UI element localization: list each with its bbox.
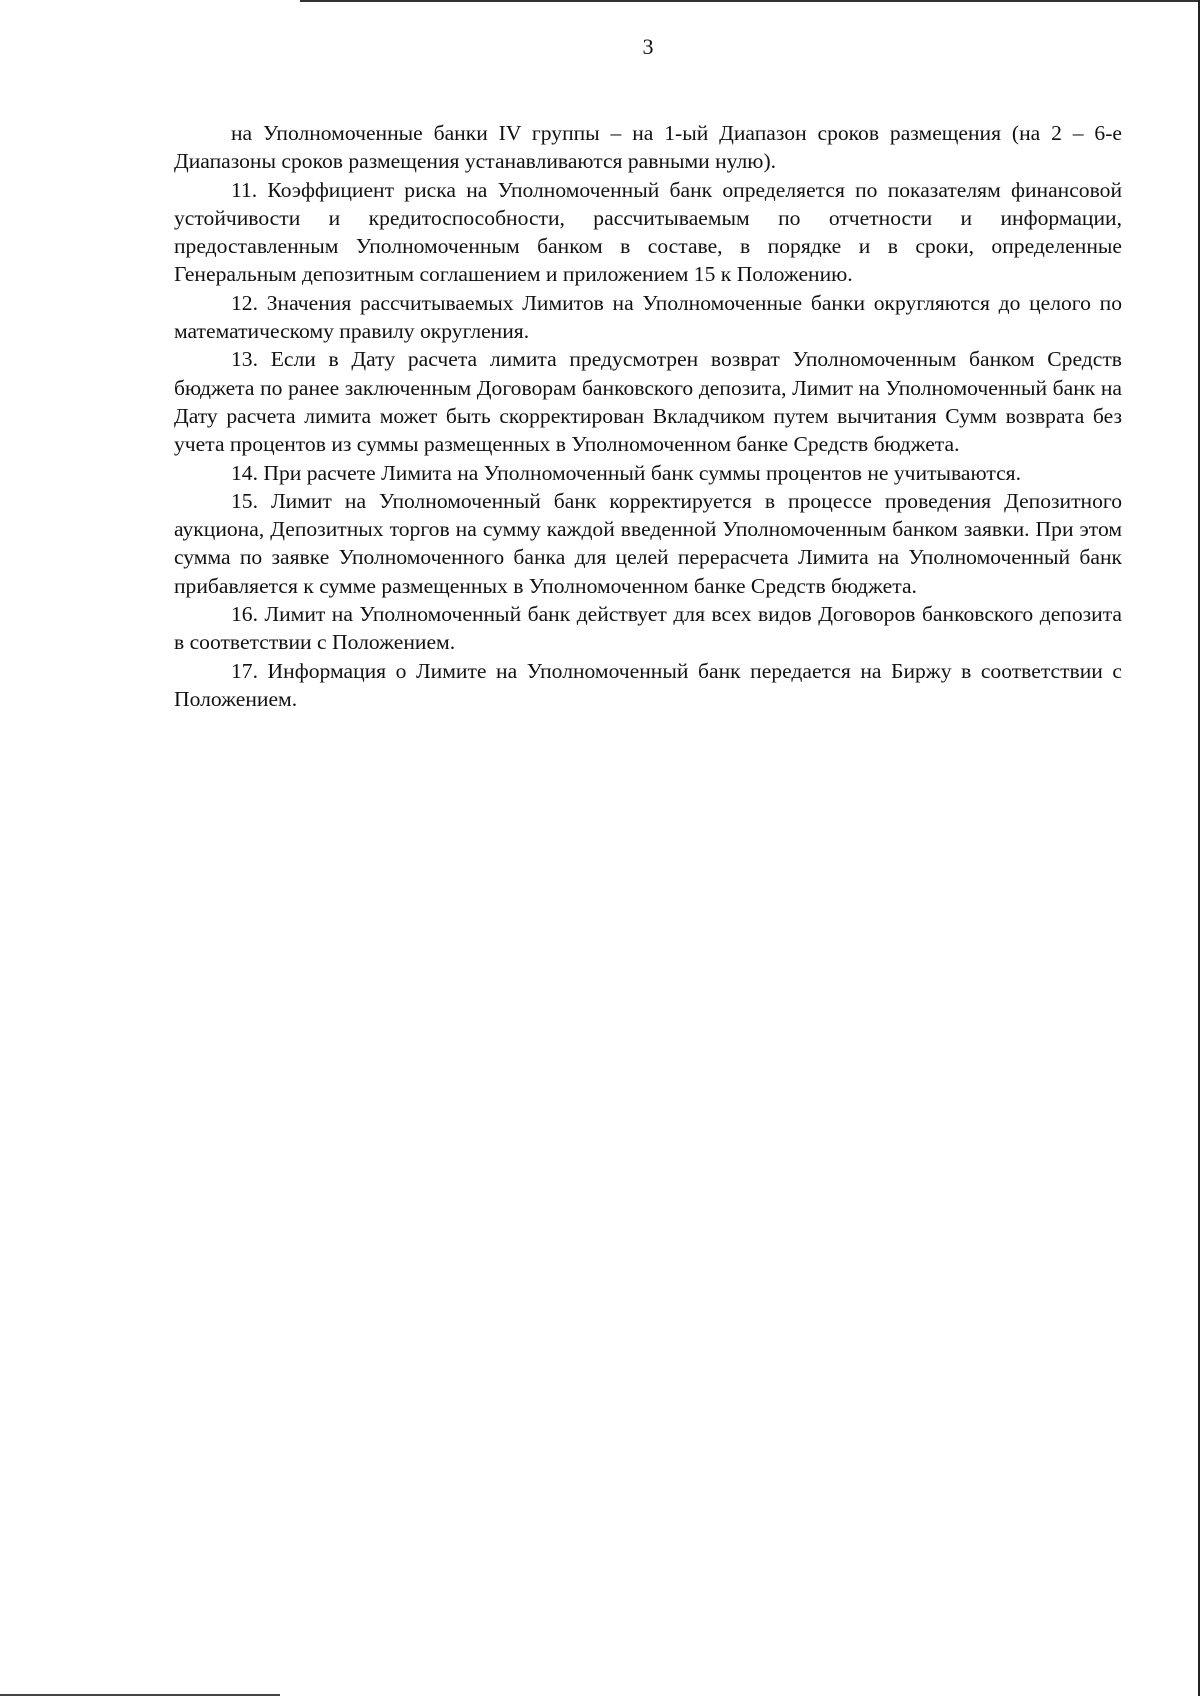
paragraph-17: 17. Информация о Лимите на Уполномоченный банк передается на Биржу в соответствии с Положением. bbox=[174, 658, 1122, 711]
document-body bbox=[174, 119, 1122, 713]
paragraph-15: 15. Лимит на Уполномоченный банк корректируется в процессе проведения Депозитного аукциона, Депозитных торгов на сумму каждой введенной Уполномоченным банком заявки. При этом сумма по заявке Уполномоченного банка для целей перерасчета Лимита на Уполномоченный банк прибавляется к сумме размещенных в Уполномоченном банке Средств бюджета. bbox=[174, 488, 1122, 598]
paragraph-14: 14. При расчете Лимита на Уполномоченный банк суммы процентов не учитываются. bbox=[231, 460, 1021, 485]
paragraph-12: 12. Значения рассчитываемых Лимитов на Уполномоченные банки округляются до целого по математическому правилу округления. bbox=[174, 290, 1122, 344]
paragraph-16: 16. Лимит на Уполномоченный банк действует для всех видов Договоров банковского депозита в соответствии с Положением. bbox=[174, 602, 1122, 655]
paragraph-continuation: на Уполномоченные банки IV группы – на 1-ый Диапазон сроков размещения (на 2 – 6-е Диапазоны сроков размещения устанавливаются равными нулю). bbox=[174, 121, 1122, 174]
paragraph-11: 11. Коэффициент риска на Уполномоченный банк определяется по показателям финансовой устойчивости и кредитоспособности, рассчитываемым по отчетности и информации, предоставленным Уполномоченным банком в составе, в порядке и в сроки, определенные Генеральным депозитным соглашением и приложением 15 к Положению. bbox=[174, 177, 1122, 287]
page-number: 3 bbox=[642, 34, 654, 59]
scan-border-top bbox=[300, 0, 1200, 2]
paragraph-13: 13. Если в Дату расчета лимита предусмотрен возврат Уполномоченным банком Средств бюджета по ранее заключенным Договорам банковского депозита, Лимит на Уполномоченный банк на Дату расчета лимита может быть скорректирован Вкладчиком путем вычитания Сумм возврата без учета процентов из суммы размещенных в Уполномоченном банке Средств бюджета. bbox=[174, 347, 1122, 457]
